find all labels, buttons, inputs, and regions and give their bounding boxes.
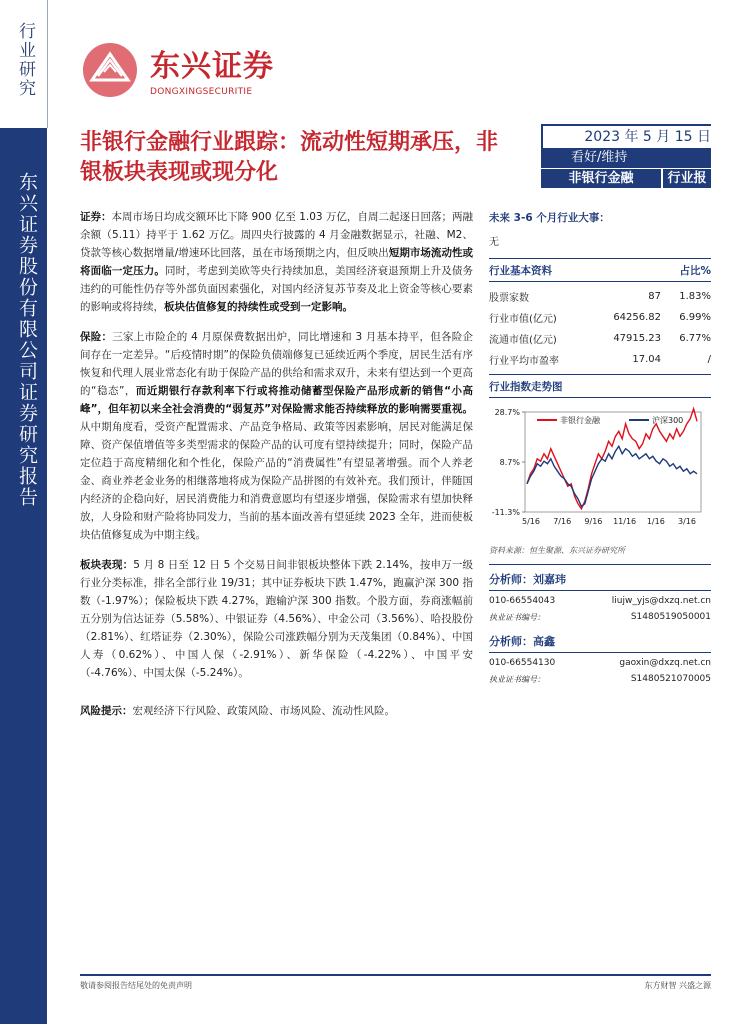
divider (489, 258, 711, 259)
sidebar-top-panel (0, 0, 48, 128)
cert-label: 执业证书编号： (489, 675, 545, 684)
x-tick-label: 9/16 (584, 517, 603, 526)
table-row (489, 349, 711, 370)
analyst-cert (489, 612, 711, 623)
y-tick-label: 28.7% (494, 408, 520, 417)
divider (489, 564, 711, 565)
table-row (489, 307, 711, 328)
analyst-name: 分析师：刘嘉玮 (489, 573, 566, 586)
footer-disclaimer: 敬请参阅报告结尾处的免责声明 (80, 981, 192, 990)
x-tick-label: 3/16 (678, 517, 696, 526)
row-label: 行业平均市盈率 (489, 356, 559, 367)
row-value: 17.04 (632, 354, 662, 365)
insurance-paragraph (80, 328, 473, 544)
analyst-cert (489, 674, 711, 685)
row-label: 流通市值(亿元) (489, 335, 557, 346)
row-share: 6.77% (679, 333, 711, 344)
table-row (489, 286, 711, 307)
cert-label: 执业证书编号： (489, 613, 545, 622)
divider (489, 397, 711, 398)
basic-info-heading: 行业基本资料 (489, 265, 552, 277)
insurance-text: 三家上市险企的 4 月原保费数据出炉，同比增速和 3 月基本持平，但各险企间存在一定差异。“后疫情时期”的保险负债端修复已延续近两个季度，居民生活有序恢复和代理人展业常态化有助于保险产品的供给和需求双升，未来有望达到一个更高的“稳态”， (80, 331, 474, 397)
risk-paragraph (80, 702, 473, 720)
row-share: 6.99% (679, 312, 711, 323)
divider (489, 374, 711, 375)
chart-heading: 行业指数走势图 (489, 381, 563, 393)
table-row (489, 328, 711, 349)
insurance-highlight: 而近期银行存款利率下行或将推动储蓄型保险产品形成新的销售“小高峰”，但年初以来全社会消费的“弱复苏”对保险需求能否持续释放的影响需要重视。 (80, 385, 473, 415)
securities-highlight-2: 板块估值修复的持续性或受到一定影响。 (164, 301, 353, 313)
analyst-contact (489, 658, 711, 668)
securities-paragraph (80, 208, 473, 316)
basic-info-table (489, 286, 711, 370)
report-category-label: 行业研究 (15, 22, 35, 98)
brand-name: 东兴证券 (150, 49, 274, 84)
legend-label: 非银行金融 (560, 416, 600, 425)
events-value: 无 (489, 237, 499, 248)
report-date: 2023 年 5 月 15 日 (541, 124, 711, 148)
sector-performance-label: 板块表现： (80, 559, 134, 571)
events-heading: 未来 3-6 个月行业大事： (489, 212, 610, 224)
risk-label: 风险提示： (80, 705, 133, 717)
analyst-name: 分析师：高鑫 (489, 635, 555, 648)
analyst-email[interactable]: gaoxin@dxzq.net.cn (619, 658, 711, 668)
analyst-phone: 010-66554130 (489, 658, 556, 668)
main-body (80, 208, 473, 732)
y-tick-label: -11.3% (491, 508, 520, 517)
row-value: 47915.23 (613, 333, 662, 344)
x-tick-label: 5/16 (522, 517, 540, 526)
plot-frame (525, 412, 701, 512)
right-column (489, 208, 711, 685)
row-value: 87 (648, 291, 662, 302)
divider (489, 652, 711, 653)
row-label: 股票家数 (489, 293, 529, 304)
analyst-contact (489, 596, 711, 606)
report-title: 非银行金融行业跟踪：流动性短期承压，非银板块表现或现分化 (80, 130, 499, 185)
x-tick-label: 11/16 (613, 517, 637, 526)
sector-performance-paragraph (80, 556, 473, 682)
analyst-block (489, 571, 711, 623)
data-source: 资料来源：恒生聚源、东兴证券研究所 (489, 546, 625, 555)
sidebar-panel (0, 128, 47, 1024)
index-trend-chart (489, 402, 711, 537)
securities-highlight: 短期市场流动性或将面临一定压力。 (80, 247, 473, 277)
footer-divider (80, 974, 711, 976)
brand-name-english: DONGXINGSECURITIE (150, 87, 253, 97)
row-label: 行业市值(亿元) (489, 314, 557, 325)
series-line-1 (527, 446, 697, 506)
risk-text: 宏观经济下行风险、政策风险、市场风险、流动性风险。 (132, 705, 395, 717)
insurance-text-2: 从中期角度看，受资产配置需求、产品竞争格局、政策等因素影响，居民对能满足保障、资产保值增值等多类型需求的保险产品的认可度有望持续提升；同时，保险产品定位趋于高度精细化和个性化，保险产品的“消费属性”有望显著增强。而个人养老金、商业养老金业务的相继落地将成为保险产品拼图的有效补充。我们预计，伴随国内经济的企稳向好，居民消费能力和消费意愿均有望逐步增强，保险需求有望加快释放，人身险和财产险将协同发力，当前的基本面改善有望延续 2023 全年，进而使板块估值修复成为中期主线。 (80, 421, 473, 541)
share-heading: 占比% (679, 265, 711, 277)
securities-text-2: 同时，考虑到美欧等央行持续加息，美国经济衰退预期上升及债务违约的可能性仍存等外部负面因素强化，对国内经济复苏节奏及北上资金等核心要素的影响或将持续， (80, 265, 473, 313)
y-tick-label: 8.7% (499, 458, 520, 467)
row-share: / (707, 354, 711, 365)
rating-badge: 看好/维持 (541, 148, 711, 168)
report-type-tag: 行业报告 (663, 169, 711, 188)
cert-number: S1480519050001 (630, 612, 711, 622)
company-report-label: 东兴证券股份有限公司证券研究报告 (16, 172, 38, 508)
cert-number: S1480521070005 (630, 674, 711, 684)
securities-text: 本周市场日均成交额环比下降 900 亿至 1.03 万亿，自周二起逐日回落；两融余额（5.11）持平于 1.62 万亿。周四央行披露的 4 月金融数据显示，社融、M2、贷款等核心数据增量/增速环比回落，虽在市场预期之内，但反映出 (80, 211, 474, 259)
sector-performance-text: 5 月 8 日至 12 日 5 个交易日间非银板块整体下跌 2.14%，按申万一级行业分类标准，排名全部行业 19/31；其中证券板块下跌 1.47%，跑赢沪深 300 指数（-1.97%）；保险板块下跌 4.27%，跑输沪深 300 指数。个股方面，券商涨幅前五分别为信达证券（5.58%）、中银证券（4.56%）、中金公司（3.56%）、哈投股份（2.81%）、红塔证券（2.30%），保险公司涨跌幅分别为天茂集团（0.84%）、中国人寿（0.62%）、中国人保（-2.91%）、新华保险（-4.22%）、中国平安（-4.76%）、中国太保（-5.24%）。 (80, 559, 474, 679)
securities-label: 证券： (80, 211, 112, 223)
footer-slogan: 东方财智 兴盛之源 (644, 981, 711, 990)
analyst-block (489, 633, 711, 685)
basic-info-header (489, 263, 711, 278)
analyst-email[interactable]: liujw_yjs@dxzq.net.cn (611, 596, 711, 606)
insurance-label: 保险： (80, 331, 113, 343)
row-value: 64256.82 (613, 312, 662, 323)
divider (489, 281, 711, 282)
analyst-phone: 010-66554043 (489, 596, 556, 606)
divider (489, 590, 711, 591)
industry-tag: 非银行金融 (541, 169, 661, 188)
x-tick-label: 7/16 (553, 517, 572, 526)
legend-label: 沪深300 (652, 416, 684, 425)
x-tick-label: 1/16 (646, 517, 665, 526)
row-share: 1.83% (679, 291, 711, 302)
